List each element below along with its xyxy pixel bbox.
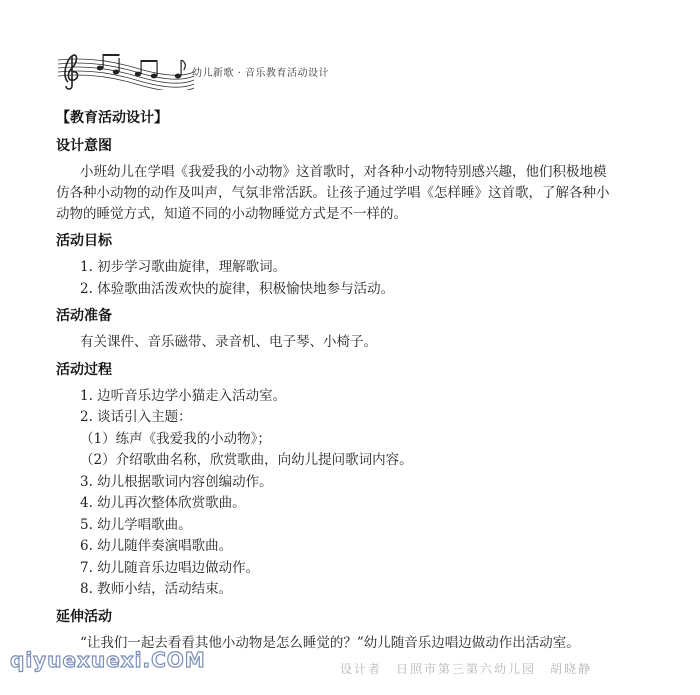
section-heading-process: 活动过程 bbox=[56, 361, 112, 378]
intent-line-3: 动物的睡觉方式，知道不同的小动物睡觉方式是不一样的。 bbox=[56, 206, 407, 222]
process-item: 8. 教师小结，活动结束。 bbox=[80, 581, 233, 597]
intent-line-1: 小班幼儿在学唱《我爱我的小动物》这首歌时，对各种小动物特别感兴趣，他们积极地模 bbox=[80, 164, 607, 180]
prep-text: 有关课件、音乐磁带、录音机、电子琴、小椅子。 bbox=[80, 334, 377, 350]
page-header bbox=[56, 46, 656, 90]
goal-item: 2. 体验歌曲活泼欢快的旋律，积极愉快地参与活动。 bbox=[80, 280, 395, 297]
section-heading-prep: 活动准备 bbox=[56, 308, 112, 324]
faded-bottom-text: 设计者 日照市第三第六幼儿园 胡晓静 bbox=[340, 662, 593, 676]
process-item: 3. 幼儿根据歌词内容创编动作。 bbox=[80, 473, 273, 490]
section-heading-goals: 活动目标 bbox=[56, 233, 112, 249]
section-heading-intent: 设计意图 bbox=[56, 138, 112, 154]
site-watermark: qiyuexuexi.COM bbox=[10, 648, 206, 672]
article-content bbox=[56, 108, 656, 654]
process-item: 6. 幼儿随伴奏演唱歌曲。 bbox=[80, 538, 233, 554]
music-staff-notes-icon bbox=[56, 46, 196, 90]
process-item: 1. 边听音乐边学小猫走入活动室。 bbox=[80, 387, 287, 404]
process-item: （2）介绍歌曲名称，欣赏歌曲，向幼儿提问歌词内容。 bbox=[80, 452, 413, 468]
extension-text: “让我们一起去看看其他小动物是怎么睡觉的？”幼儿随音乐边唱边做动作出活动室。 bbox=[80, 634, 580, 651]
process-item: 4. 幼儿再次整体欣赏歌曲。 bbox=[80, 495, 246, 511]
intent-line-2: 仿各种小动物的动作及叫声，气氛非常活跃。让孩子通过学唱《怎样睡》这首歌，了解各种小 bbox=[56, 185, 610, 201]
page-title: 【教育活动设计】 bbox=[56, 110, 168, 126]
process-item: 2. 谈话引入主题： bbox=[80, 409, 192, 425]
process-item: 7. 幼儿随音乐边唱边做动作。 bbox=[80, 559, 260, 576]
process-item: （1）练声《我爱我的小动物》； bbox=[80, 430, 271, 447]
process-item: 5. 幼儿学唱歌曲。 bbox=[80, 516, 192, 533]
section-heading-extension: 延伸活动 bbox=[56, 608, 112, 625]
header-text: 幼儿新歌 · 音乐教育活动设计 bbox=[192, 68, 330, 79]
goal-item: 1. 初步学习歌曲旋律，理解歌词。 bbox=[80, 259, 287, 275]
